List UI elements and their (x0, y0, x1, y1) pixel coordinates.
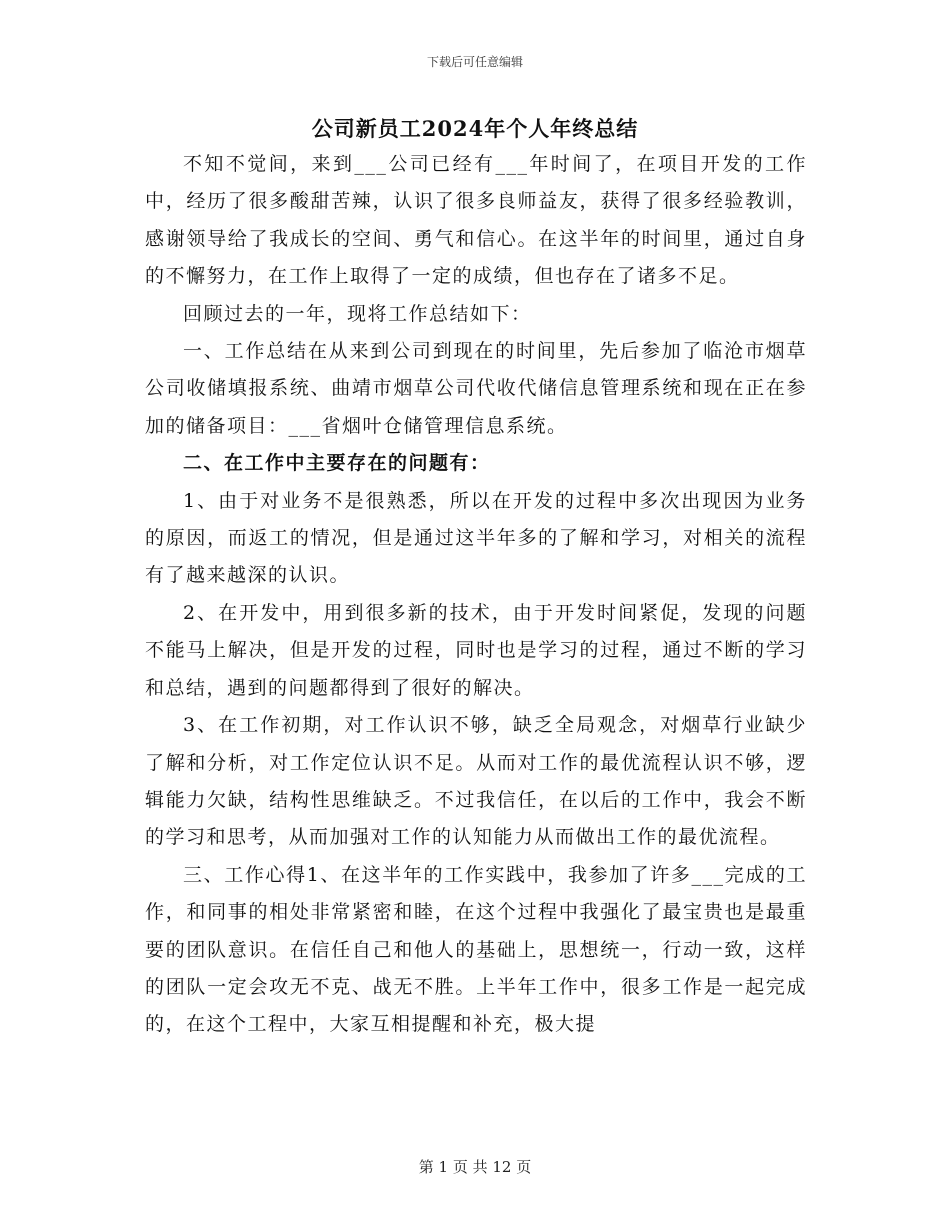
page-header-note: 下载后可任意编辑 (426, 55, 523, 69)
page-number-footer: 第 1 页 共 12 页 (418, 1158, 532, 1176)
paragraph-problem-1: 1、由于对业务不是很熟悉，所以在开发的过程中多次出现因为业务的原因，而返工的情况，但是通过这半年多的了解和学习，对相关的流程有了越来越深的认识。 (145, 489, 807, 587)
paragraph-problem-3: 3、在工作初期，对工作认识不够，缺乏全局观念，对烟草行业缺少了解和分析，对工作定位认识不足。从而对工作的最优流程认识不够，逻辑能力欠缺，结构性思维缺乏。不过我信任，在以后的工作中，我会不断的学习和思考，从而加强对工作的认知能力从而做出工作的最优流程。 (145, 714, 807, 849)
paragraph-section-3: 三、工作心得1、在这半年的工作实践中，我参加了许多___完成的工作，和同事的相处非常紧密和睦，在这个过程中我强化了最宝贵也是最重要的团队意识。在信任自己和他人的基础上，思想统一，行动一致，这样的团队一定会攻无不克、战无不胜。上半年工作中，很多工作是一起完成的，在这个工程中，大家互相提醒和补充，极大提 (145, 863, 807, 1036)
paragraph-section-1: 一、工作总结在从来到公司到现在的时间里，先后参加了临沧市烟草公司收储填报系统、曲靖市烟草公司代收代储信息管理系统和现在正在参加的储备项目：___省烟叶仓储管理信息系统。 (145, 340, 807, 437)
paragraph-review: 回顾过去的一年，现将工作总结如下： (183, 302, 532, 325)
document-body (145, 146, 807, 1044)
document-title: 公司新员工2024年个人年终总结 (311, 116, 639, 141)
section-heading-problems: 二、在工作中主要存在的问题有： (183, 452, 491, 475)
paragraph-intro: 不知不觉间，来到___公司已经有___年时间了，在项目开发的工作中，经历了很多酸甜苦辣，认识了很多良师益友，获得了很多经验教训，感谢领导给了我成长的空间、勇气和信心。在这半年的时间里，通过自身的不懈努力，在工作上取得了一定的成绩，但也存在了诸多不足。 (145, 153, 807, 288)
paragraph-problem-2: 2、在开发中，用到很多新的技术，由于开发时间紧促，发现的问题不能马上解决，但是开发的过程，同时也是学习的过程，通过不断的学习和总结，遇到的问题都得到了很好的解决。 (145, 601, 807, 699)
